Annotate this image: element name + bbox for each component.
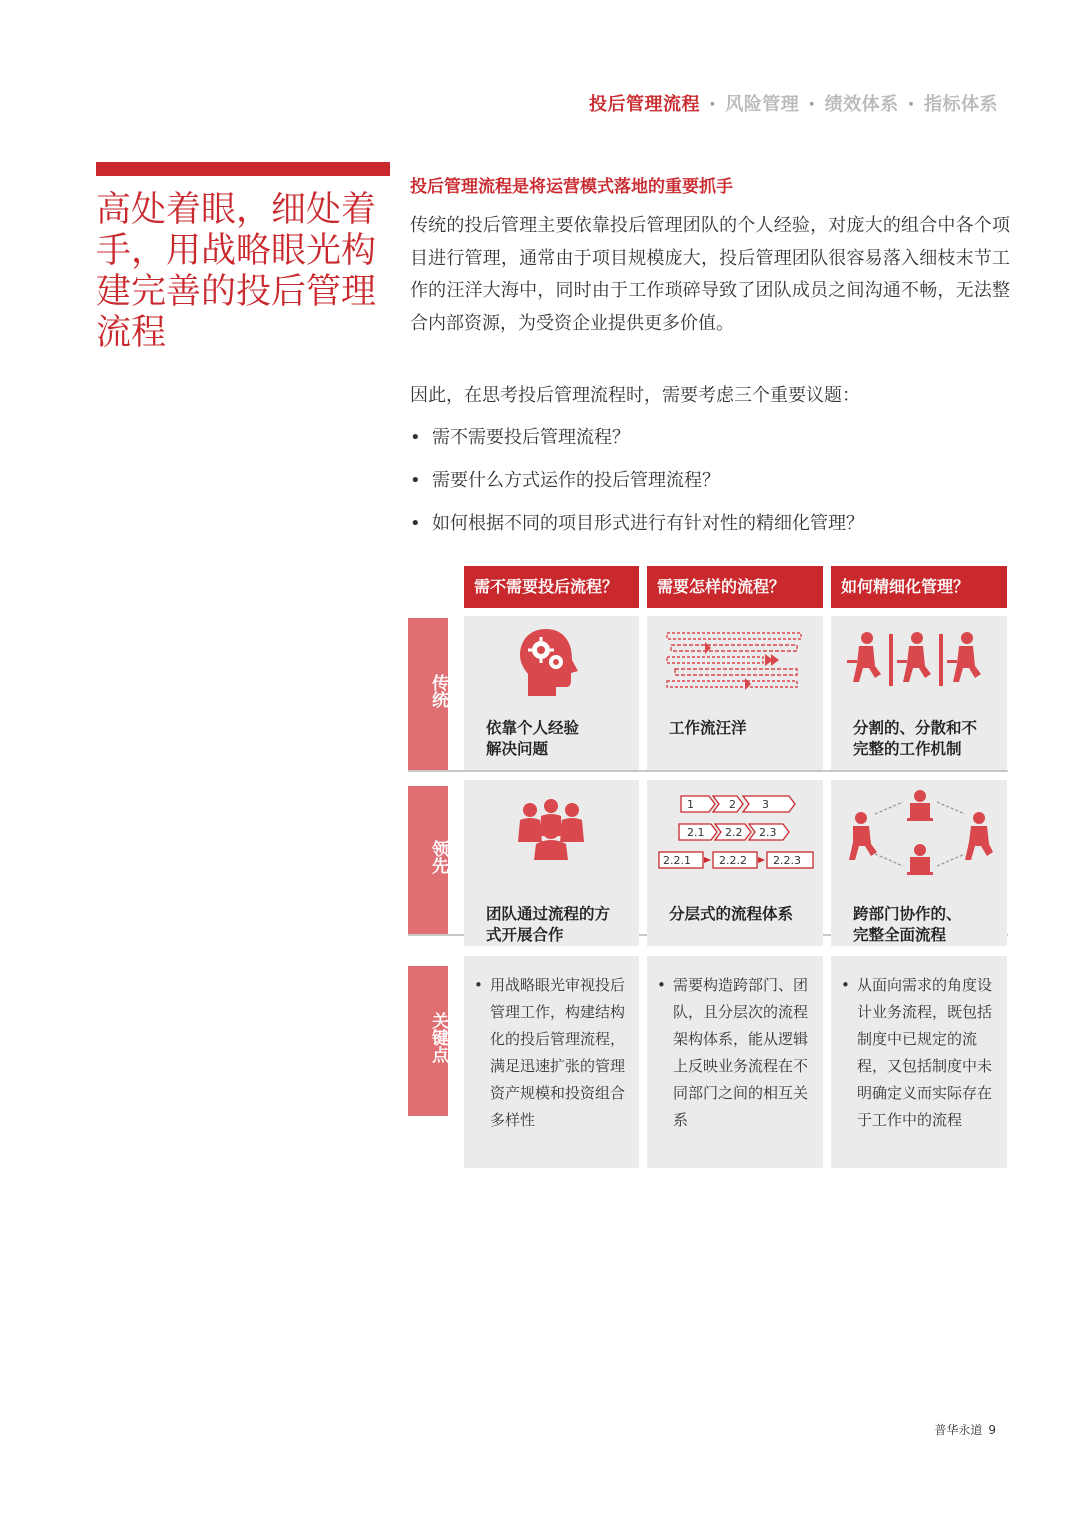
nav-separator: · bbox=[808, 94, 816, 115]
footer-brand: 普华永道 bbox=[934, 1423, 983, 1437]
list-item: • 如何根据不同的项目形式进行有针对性的精细化管理？ bbox=[410, 508, 1010, 551]
cell-label: 分割的、分散和不 完整的工作机制 bbox=[853, 719, 978, 758]
svg-text:2.3: 2.3 bbox=[759, 826, 777, 839]
list-item: • 从面向需求的角度设计业务流程，既包括制度中已规定的流程，又包括制度中未明确定义而实际存在于工作中的流程 bbox=[841, 972, 1006, 1134]
cell-traditional-process bbox=[647, 616, 823, 770]
head-gears-icon bbox=[516, 626, 586, 698]
lead-in-paragraph: 因此，在思考投后管理流程时，需要考虑三个重要议题： bbox=[410, 385, 860, 406]
column-header: 如何精细化管理？ bbox=[831, 566, 1007, 608]
comparison-matrix bbox=[408, 566, 1010, 1170]
list-item: • 需要构造跨部门、团队，且分层次的流程架构体系，能从逻辑上反映业务流程在不同部门之间的相互关系 bbox=[657, 972, 822, 1134]
key-point-list bbox=[841, 972, 1006, 1134]
column-header: 需要怎样的流程？ bbox=[647, 566, 823, 608]
svg-text:2.2: 2.2 bbox=[725, 826, 743, 839]
svg-text:3: 3 bbox=[762, 798, 769, 811]
row-tab-key-points: 关键点 bbox=[408, 966, 448, 1116]
svg-text:1: 1 bbox=[687, 798, 694, 811]
nav-item-performance-system: 绩效体系 bbox=[824, 94, 899, 115]
svg-text:2: 2 bbox=[729, 798, 736, 811]
cell-label: 工作流汪洋 bbox=[669, 719, 747, 737]
title-accent-bar bbox=[96, 162, 390, 176]
row-divider bbox=[408, 770, 1008, 772]
list-item: • 需不需要投后管理流程？ bbox=[410, 422, 1010, 465]
nav-item-risk-management: 风险管理 bbox=[725, 94, 800, 115]
cell-leading-need bbox=[464, 780, 639, 946]
section-nav bbox=[589, 90, 998, 116]
separated-workers-icon bbox=[845, 630, 995, 690]
svg-text:2.1: 2.1 bbox=[687, 826, 705, 839]
page-title: 高处着眼，细处着手，用战略眼光构建完善的投后管理流程 bbox=[96, 190, 377, 353]
intro-paragraph: 传统的投后管理主要依靠投后管理团队的个人经验，对庞大的组合中各个项目进行管理，通常由于项目规模庞大，投后管理团队很容易落入细枝末节工作的汪洋大海中，同时由于工作琐碎导致了团队成员之间沟通不畅，无法整合内部资源，为受资企业提供更多价值。 bbox=[410, 215, 1010, 334]
collaboration-cycle-icon bbox=[845, 788, 995, 880]
cell-key-need bbox=[464, 956, 639, 1168]
cell-key-process bbox=[647, 956, 823, 1168]
list-item: • 需要什么方式运作的投后管理流程？ bbox=[410, 465, 1010, 508]
row-tab-leading: 领先 bbox=[408, 786, 448, 934]
cell-label: 团队通过流程的方 式开展合作 bbox=[486, 905, 611, 944]
cell-key-management bbox=[831, 956, 1007, 1168]
cell-label: 分层式的流程体系 bbox=[669, 905, 794, 923]
svg-text:2.2.3: 2.2.3 bbox=[773, 854, 801, 867]
column-header: 需不需要投后流程？ bbox=[464, 566, 639, 608]
page-footer bbox=[934, 1421, 996, 1438]
nav-item-post-investment-process: 投后管理流程 bbox=[588, 94, 700, 115]
issue-list bbox=[410, 422, 1010, 551]
row-tab-traditional: 传统 bbox=[408, 618, 448, 770]
cell-leading-management bbox=[831, 780, 1007, 946]
cell-traditional-management bbox=[831, 616, 1007, 770]
page-number: 9 bbox=[988, 1423, 996, 1437]
section-subhead: 投后管理流程是将运营模式落地的重要抓手 bbox=[410, 177, 733, 197]
nav-item-indicator-system: 指标体系 bbox=[924, 94, 998, 115]
cell-leading-process bbox=[647, 780, 823, 946]
key-point-list bbox=[474, 972, 639, 1134]
cell-label: 跨部门协作的、 完整全面流程 bbox=[853, 905, 962, 944]
cell-traditional-need bbox=[464, 616, 639, 770]
key-point-list bbox=[657, 972, 822, 1134]
nav-separator: · bbox=[907, 94, 915, 115]
svg-text:2.2.1: 2.2.1 bbox=[663, 854, 691, 867]
svg-text:2.2.2: 2.2.2 bbox=[719, 854, 747, 867]
list-item: • 用战略眼光审视投后管理工作，构建结构化的投后管理流程，满足迅速扩张的管理资产规模和投资组合多样性 bbox=[474, 972, 639, 1134]
nav-separator: · bbox=[708, 94, 717, 115]
cell-label: 依靠个人经验 解决问题 bbox=[486, 719, 580, 758]
tangled-workflow-icon bbox=[665, 630, 805, 694]
team-people-icon bbox=[516, 796, 586, 862]
hierarchy-process-icon bbox=[649, 790, 821, 874]
